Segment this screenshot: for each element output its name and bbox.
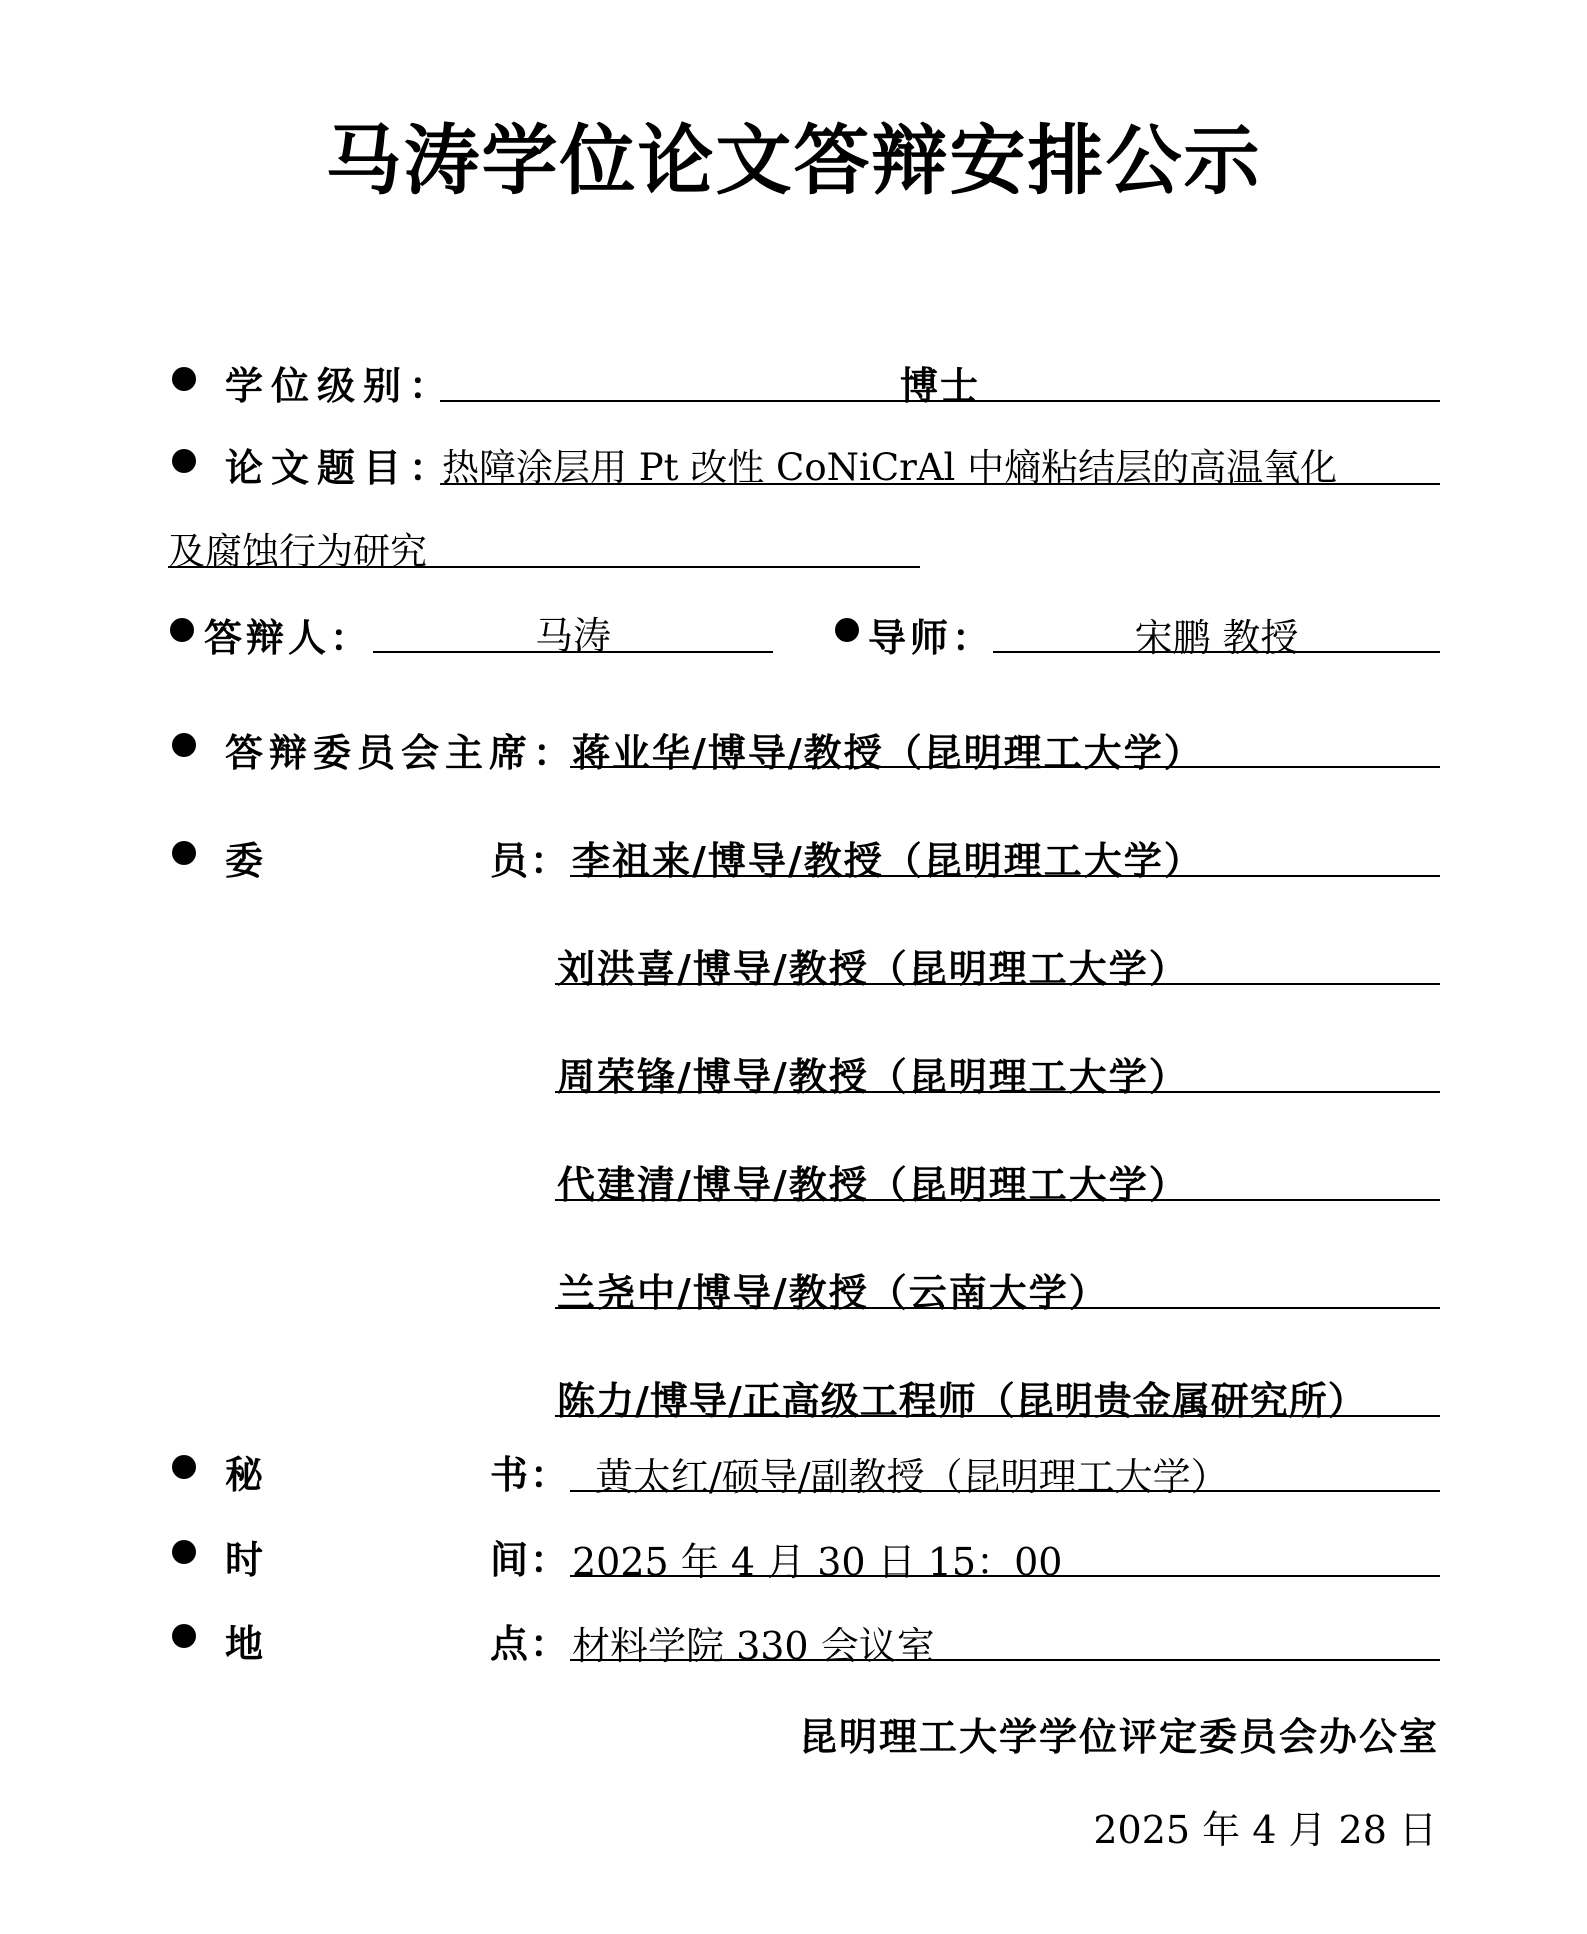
thesis-title-line2: 及腐蚀行为研究 xyxy=(168,530,427,573)
bullet-icon xyxy=(170,618,194,642)
bullet-icon xyxy=(835,618,859,642)
thesis-title-line1: 热障涂层用 Pt 改性 CoNiCrAl 中熵粘结层的高温氧化 xyxy=(442,446,1338,489)
member-item: 代建清/博导/教授（昆明理工大学） xyxy=(557,1162,1189,1207)
secretary-label-right: 书： xyxy=(490,1452,571,1497)
bullet-icon xyxy=(172,1624,196,1648)
member-item: 李祖来/博导/教授（昆明理工大学） xyxy=(572,838,1204,883)
time-value: 2025 年 4 月 30 日 15：00 xyxy=(572,1540,1063,1584)
member-item: 刘洪喜/博导/教授（昆明理工大学） xyxy=(557,946,1189,991)
members-label-left: 委 xyxy=(225,838,272,883)
advisor-label: 导师： xyxy=(868,615,995,660)
degree-value: 博士 xyxy=(899,363,980,408)
chair-label: 答辩委员会主席： xyxy=(225,730,578,775)
secretary-label-left: 秘 xyxy=(225,1452,272,1497)
place-label-right: 点： xyxy=(490,1621,571,1666)
member-item: 兰尧中/博导/教授（云南大学） xyxy=(557,1270,1109,1315)
defender-value: 马涛 xyxy=(534,614,611,658)
bullet-icon xyxy=(172,1540,196,1564)
time-label-right: 间： xyxy=(490,1537,571,1582)
chair-value: 蒋业华/博导/教授（昆明理工大学） xyxy=(572,730,1204,775)
bullet-icon xyxy=(172,1455,196,1479)
members-label-right: 员： xyxy=(490,838,571,883)
page-title: 马涛学位论文答辩安排公示 xyxy=(325,116,1262,205)
thesis-underline-2 xyxy=(168,566,920,568)
advisor-value: 宋鹏 教授 xyxy=(1134,616,1299,660)
time-label-left: 时 xyxy=(225,1537,272,1582)
bullet-icon xyxy=(172,733,196,757)
issuer: 昆明理工大学学位评定委员会办公室 xyxy=(798,1714,1439,1759)
bullet-icon xyxy=(172,449,196,473)
member-item: 周荣锋/博导/教授（昆明理工大学） xyxy=(557,1054,1189,1099)
thesis-underline-1 xyxy=(440,483,1440,485)
member-item: 陈力/博导/正高级工程师（昆明贵金属研究所） xyxy=(557,1378,1367,1423)
thesis-label: 论文题目： xyxy=(225,445,456,490)
place-label-left: 地 xyxy=(225,1621,272,1666)
place-value: 材料学院 330 会议室 xyxy=(572,1624,935,1668)
issue-date: 2025 年 4 月 28 日 xyxy=(1093,1808,1437,1852)
degree-label: 学位级别： xyxy=(225,363,456,408)
defender-label: 答辩人： xyxy=(204,615,373,660)
bullet-icon xyxy=(172,841,196,865)
secretary-value: 黄太红/硕导/副教授（昆明理工大学） xyxy=(595,1455,1229,1499)
bullet-icon xyxy=(172,367,196,391)
